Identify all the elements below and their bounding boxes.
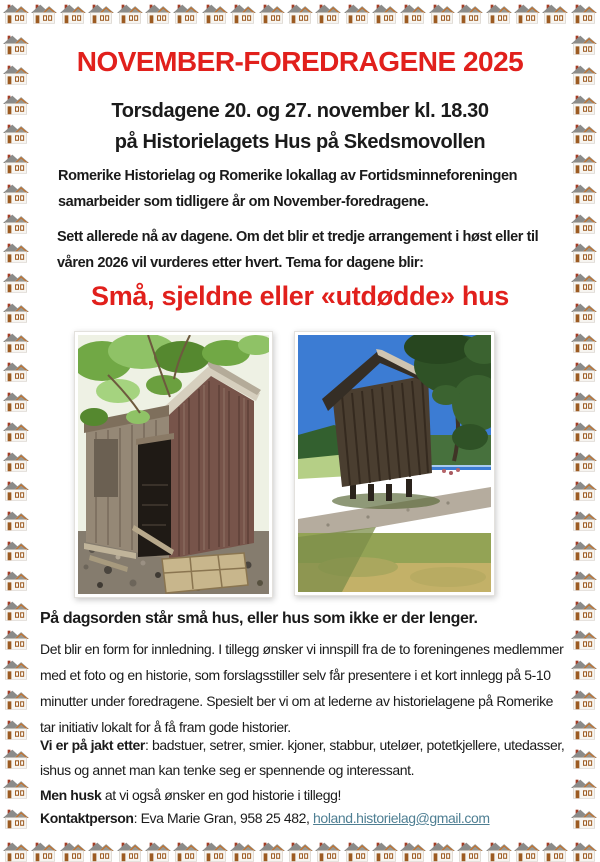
house-icon xyxy=(571,777,597,800)
seeking-paragraph xyxy=(40,733,568,808)
subtitle-line-2: på Historielagets Hus på Skedsmovollen xyxy=(114,131,486,153)
house-icon xyxy=(202,2,228,25)
house-icon xyxy=(3,539,29,562)
house-icon xyxy=(571,93,597,116)
house-icon xyxy=(571,718,597,741)
house-icon xyxy=(571,569,597,592)
house-icon xyxy=(400,2,426,25)
house-icon xyxy=(202,840,228,862)
house-icon xyxy=(3,569,29,592)
house-icon xyxy=(287,2,313,25)
house-icon xyxy=(3,718,29,741)
remember-rest: at vi også ønsker en god historie i tillegg! xyxy=(101,787,341,803)
house-icon xyxy=(429,840,455,862)
house-border-bottom xyxy=(3,840,597,862)
house-icon xyxy=(3,840,29,862)
remember-bold: Men husk xyxy=(40,787,102,803)
house-icon xyxy=(117,2,143,25)
house-icon xyxy=(3,777,29,800)
house-icon xyxy=(571,539,597,562)
house-icon xyxy=(571,658,597,681)
house-icon xyxy=(3,688,29,711)
house-icon xyxy=(457,840,483,862)
photo-old-shed xyxy=(74,331,273,598)
house-icon xyxy=(230,2,256,25)
seeking-bold: Vi er på jakt etter xyxy=(40,737,145,753)
house-icon xyxy=(372,2,398,25)
house-icon xyxy=(88,840,114,862)
agenda-lead: På dagsorden står små hus, eller hus som ikke er der lenger. xyxy=(40,610,478,627)
house-icon xyxy=(3,390,29,413)
event-dates-subtitle xyxy=(40,96,560,158)
house-icon xyxy=(3,152,29,175)
house-icon xyxy=(571,331,597,354)
house-icon xyxy=(315,2,341,25)
house-icon xyxy=(173,2,199,25)
house-icon xyxy=(571,241,597,264)
house-icon xyxy=(230,840,256,862)
house-icon xyxy=(3,747,29,770)
house-icon xyxy=(3,301,29,324)
house-icon xyxy=(3,628,29,651)
house-icon xyxy=(3,331,29,354)
house-icon xyxy=(3,2,29,25)
house-icon xyxy=(571,840,597,862)
house-icon xyxy=(571,688,597,711)
house-icon xyxy=(31,840,57,862)
photo-stabbur xyxy=(294,331,495,596)
house-icon xyxy=(3,271,29,294)
house-icon xyxy=(486,2,512,25)
house-icon xyxy=(514,2,540,25)
house-icon xyxy=(3,599,29,622)
contact-email-link[interactable]: holand.historielag@gmail.com xyxy=(313,810,490,826)
house-icon xyxy=(571,360,597,383)
house-icon xyxy=(3,182,29,205)
house-icon xyxy=(3,212,29,235)
house-icon xyxy=(571,628,597,651)
house-icon xyxy=(457,2,483,25)
house-icon xyxy=(571,301,597,324)
house-icon xyxy=(571,509,597,532)
house-icon xyxy=(60,2,86,25)
house-icon xyxy=(3,450,29,473)
save-the-date-paragraph: Sett allerede nå av dagene. Om det blir et tredje arrangement i høst eller til våren 2026 vil vurderes etter hvert. Tema for dagene blir: xyxy=(57,229,539,271)
house-icon xyxy=(117,840,143,862)
house-icon xyxy=(571,33,597,56)
house-icon xyxy=(571,2,597,25)
house-icon xyxy=(571,599,597,622)
house-icon xyxy=(400,840,426,862)
house-icon xyxy=(571,271,597,294)
house-icon xyxy=(145,2,171,25)
house-icon xyxy=(542,2,568,25)
house-icon xyxy=(344,840,370,862)
house-icon xyxy=(571,212,597,235)
seeking-rest: : badstuer, setrer, smier. kjoner, stabbur, uteløer, potetkjellere, utedasser, ishus og annet man kan tenke seg er spennende og interessant. xyxy=(40,737,565,778)
house-icon xyxy=(3,63,29,86)
house-icon xyxy=(571,450,597,473)
contact-line xyxy=(40,810,568,826)
house-border-right xyxy=(570,33,597,830)
house-icon xyxy=(372,840,398,862)
theme-heading: Små, sjeldne eller «utdødde» hus xyxy=(90,281,510,311)
intro-paragraph: Romerike Historielag og Romerike lokallag av Fortidsminneforeningen samarbeider som tidligere år om November-foredragene. xyxy=(58,168,518,210)
house-icon xyxy=(88,2,114,25)
house-icon xyxy=(514,840,540,862)
house-icon xyxy=(3,33,29,56)
house-icon xyxy=(3,509,29,532)
house-icon xyxy=(571,152,597,175)
house-border-top xyxy=(3,2,597,26)
house-icon xyxy=(344,2,370,25)
house-icon xyxy=(542,840,568,862)
house-icon xyxy=(571,807,597,830)
house-icon xyxy=(145,840,171,862)
agenda-body: Det blir en form for innledning. I tillegg ønsker vi innspill fra de to foreningenes medlemmer med et foto og en historie, som forslagsstiller selv får presentere i et kort innlegg på 5-10 minutter under foredragene. Spesielt ber vi om at lederne av historielagene på Romerike tar initiativ lokalt for å få fram gode historier. xyxy=(40,641,564,735)
page-title: NOVEMBER-FOREDRAGENE 2025 xyxy=(76,46,524,77)
house-icon xyxy=(3,93,29,116)
house-icon xyxy=(3,479,29,502)
house-icon xyxy=(60,840,86,862)
house-icon xyxy=(259,2,285,25)
house-icon xyxy=(571,122,597,145)
house-icon xyxy=(571,182,597,205)
house-icon xyxy=(571,747,597,770)
subtitle-line-1: Torsdagene 20. og 27. november kl. 18.30 xyxy=(111,100,489,122)
house-icon xyxy=(3,360,29,383)
house-icon xyxy=(571,479,597,502)
house-icon xyxy=(3,420,29,443)
photo-row xyxy=(74,331,495,598)
house-icon xyxy=(259,840,285,862)
house-icon xyxy=(486,840,512,862)
house-icon xyxy=(315,840,341,862)
contact-label: Kontaktperson xyxy=(40,810,134,826)
house-icon xyxy=(429,2,455,25)
house-icon xyxy=(3,658,29,681)
house-icon xyxy=(3,241,29,264)
house-icon xyxy=(571,63,597,86)
house-icon xyxy=(173,840,199,862)
house-icon xyxy=(571,420,597,443)
house-icon xyxy=(571,390,597,413)
house-border-left xyxy=(2,33,29,830)
house-icon xyxy=(3,807,29,830)
contact-details: : Eva Marie Gran, 958 25 482, xyxy=(133,810,314,826)
house-icon xyxy=(3,122,29,145)
house-icon xyxy=(31,2,57,25)
house-icon xyxy=(287,840,313,862)
